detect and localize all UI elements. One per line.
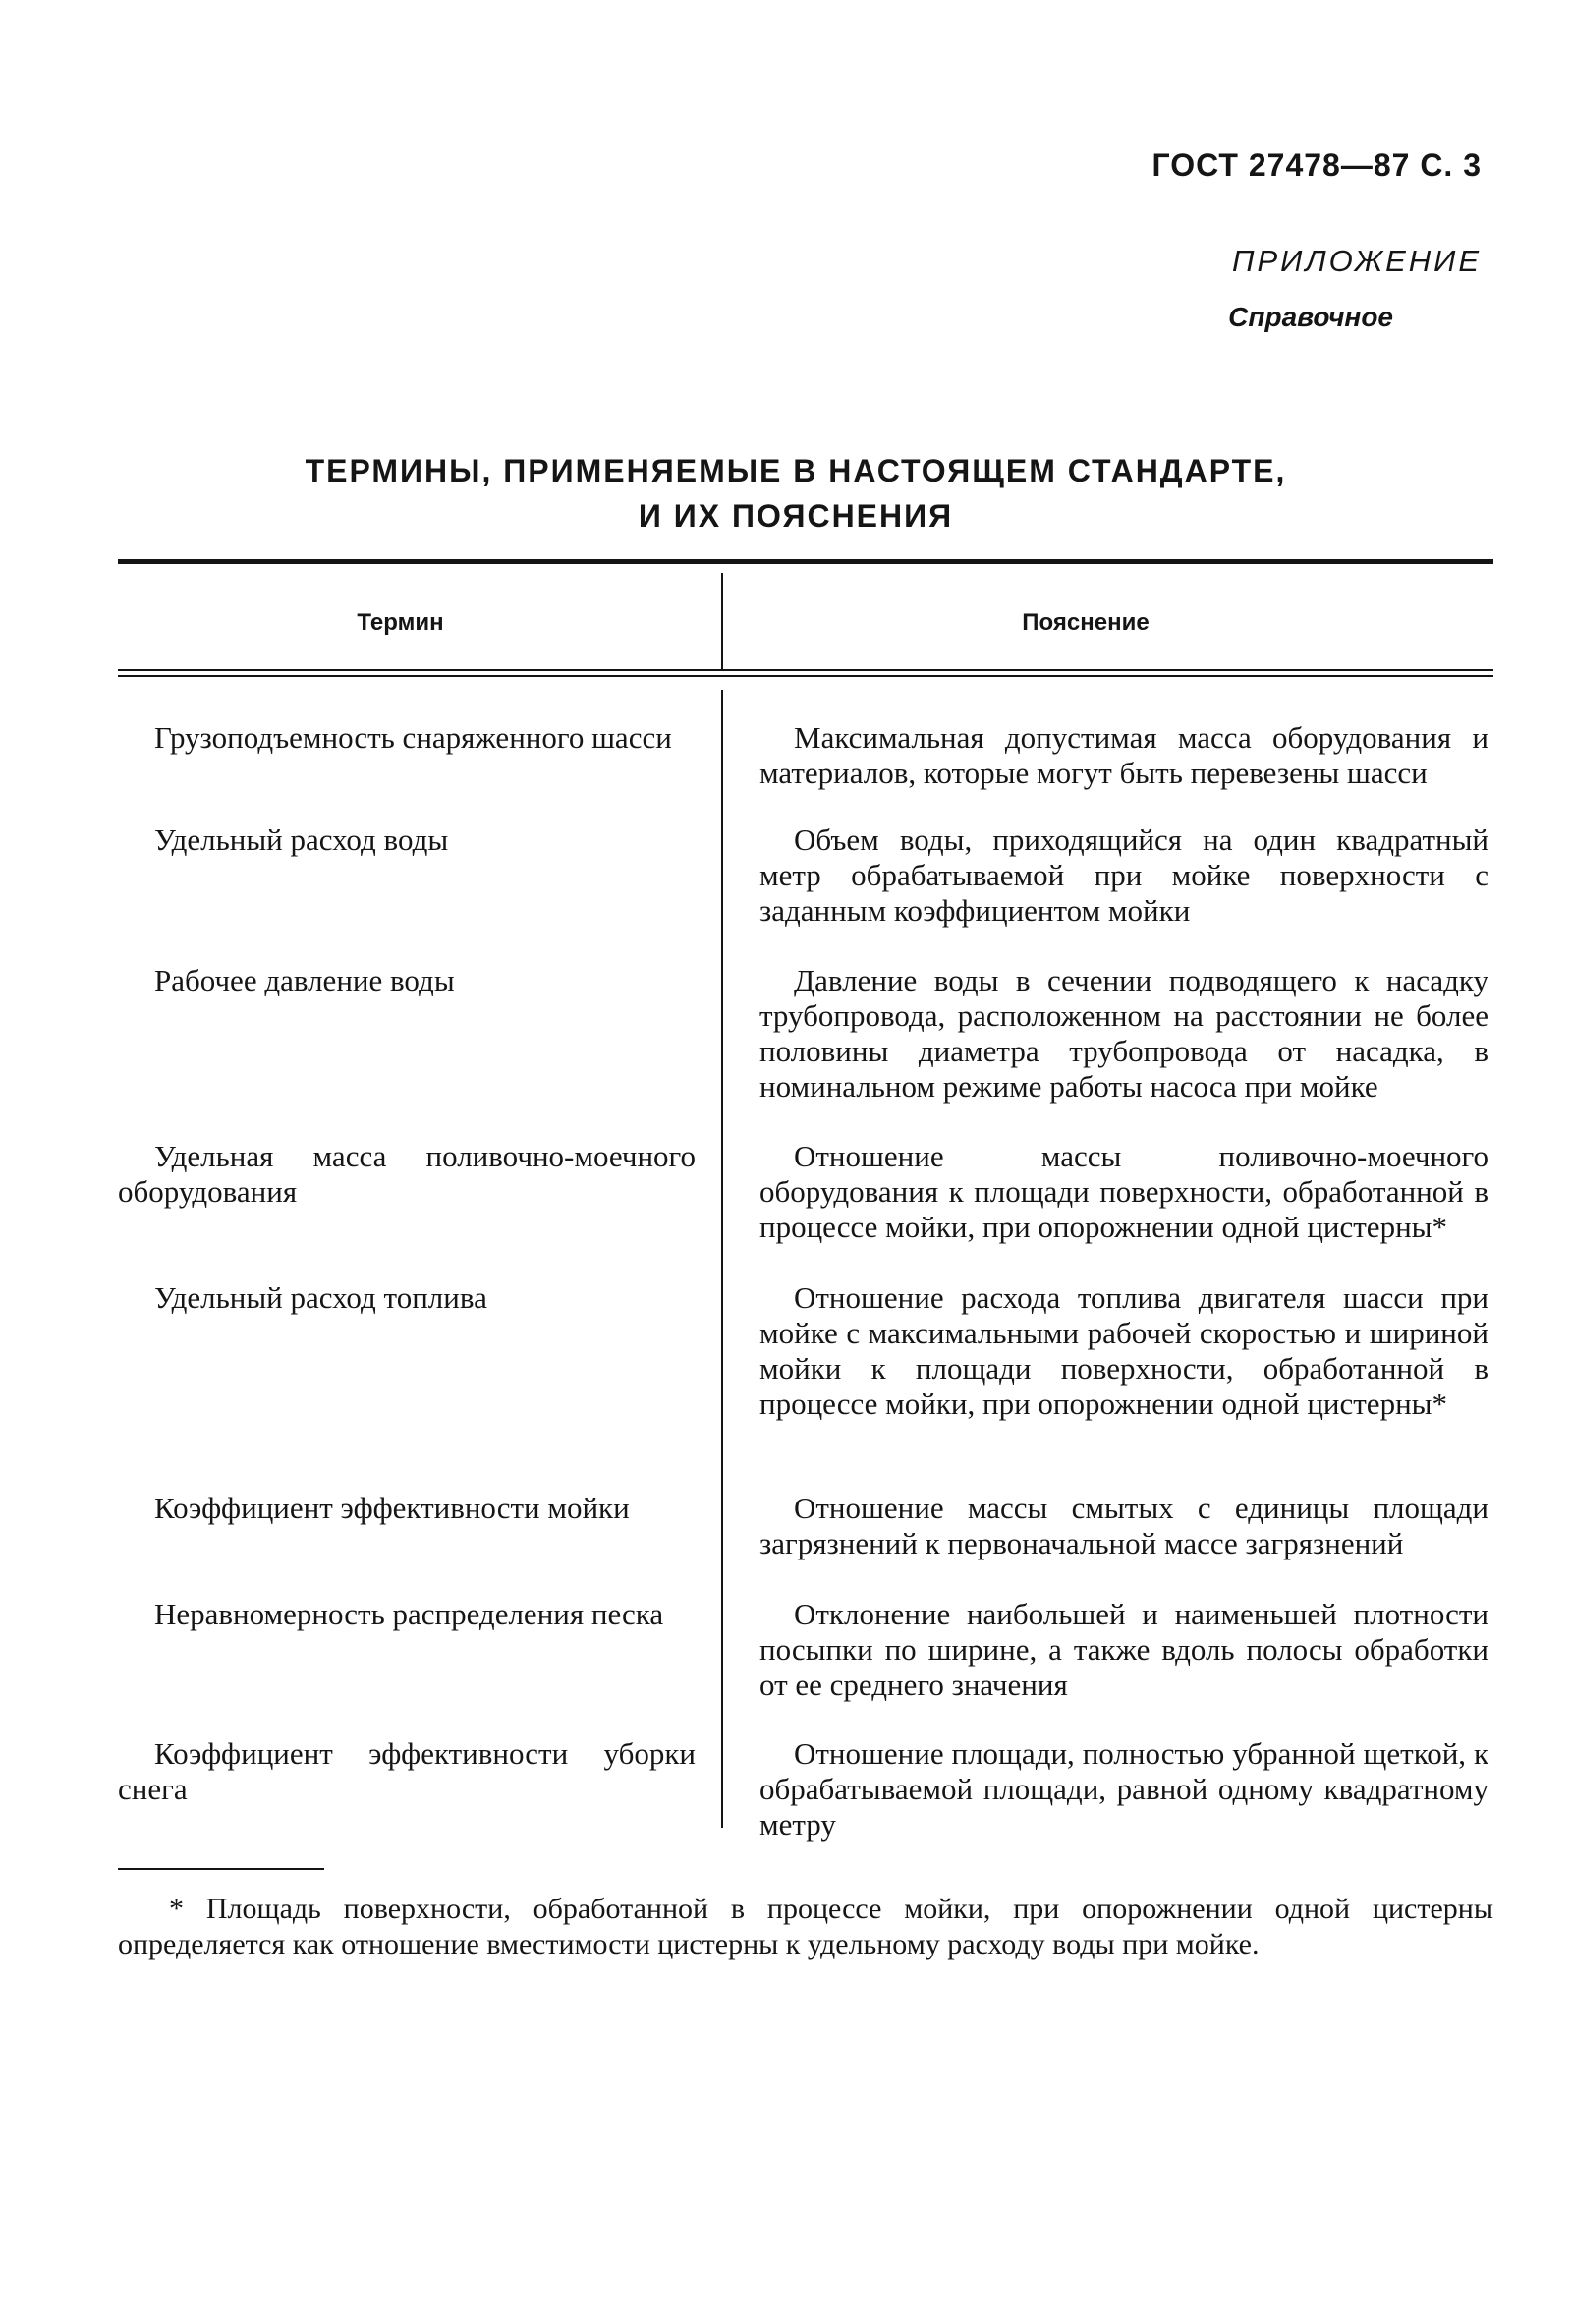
table-top-rule — [118, 559, 1493, 564]
footnote: * Площадь поверхности, обработанной в процессе мойки, при опорожнении одной цистерны определяется как отношение вместимости цистерны к удельному расходу воды при мойке. — [118, 1893, 1493, 1960]
explanation-cell: Давление воды в сечении подводящего к насадку трубопровода, расположенном на расстоянии не более половины диаметра трубопровода от насадка, в номинальном режиме работы насоса при мойке — [759, 963, 1488, 1104]
term-cell: Неравномерность распределения песка — [154, 1597, 664, 1631]
column-header-explanation: Пояснение — [1022, 609, 1150, 636]
body-column-divider — [721, 690, 723, 1828]
appendix-label: ПРИЛОЖЕНИЕ — [1232, 244, 1482, 278]
explanation-cell: Отношение площади, полностью убранной щеткой, к обрабатываемой площади, равной одному квадратному метру — [759, 1736, 1488, 1842]
column-header-term: Термин — [357, 609, 444, 636]
title-line-2: И ИХ ПОЯСНЕНИЯ — [638, 498, 954, 534]
footnote-rule — [118, 1868, 324, 1870]
term-cell: Удельный расход воды — [154, 822, 449, 857]
explanation-cell: Максимальная допустимая масса оборудования и материалов, которые могут быть перевезены шасси — [759, 720, 1488, 790]
document-title — [118, 448, 1474, 538]
term-cell: Удельный расход топлива — [154, 1280, 487, 1315]
header-column-divider — [721, 573, 723, 669]
term-cell: Коэффициент эффективности уборки снега — [118, 1736, 696, 1806]
explanation-cell: Отношение массы смытых с единицы площади загрязнений к первоначальной массе загрязнений — [759, 1491, 1488, 1560]
header-bottom-rule — [118, 669, 1493, 671]
page-header: ГОСТ 27478—87 С. 3 — [1151, 147, 1482, 183]
explanation-cell: Отношение расхода топлива двигателя шасси при мойке с максимальными рабочей скоростью и шириной мойки к площади поверхности, обработанной в процессе мойки, при опорожнении одной цистерны* — [759, 1280, 1488, 1421]
term-cell: Грузоподъемность снаряженного шасси — [154, 720, 672, 755]
header-bottom-rule-double — [118, 675, 1493, 677]
title-line-1: ТЕРМИНЫ, ПРИМЕНЯЕМЫЕ В НАСТОЯЩЕМ СТАНДАРТЕ, — [305, 453, 1287, 488]
explanation-cell: Отношение массы поливочно-моечного оборудования к площади поверхности, обработанной в процессе мойки, при опорожнении одной цистерны* — [759, 1139, 1488, 1244]
term-cell: Рабочее давление воды — [154, 963, 455, 997]
explanation-cell: Объем воды, приходящийся на один квадратный метр обрабатываемой при мойке поверхности с заданным коэффициентом мойки — [759, 822, 1488, 928]
appendix-type: Справочное — [1228, 302, 1393, 332]
term-cell: Удельная масса поливочно-моечного оборудования — [118, 1139, 696, 1209]
explanation-cell: Отклонение наибольшей и наименьшей плотности посыпки по ширине, а также вдоль полосы обработки от ее среднего значения — [759, 1597, 1488, 1702]
term-cell: Коэффициент эффективности мойки — [154, 1491, 630, 1525]
